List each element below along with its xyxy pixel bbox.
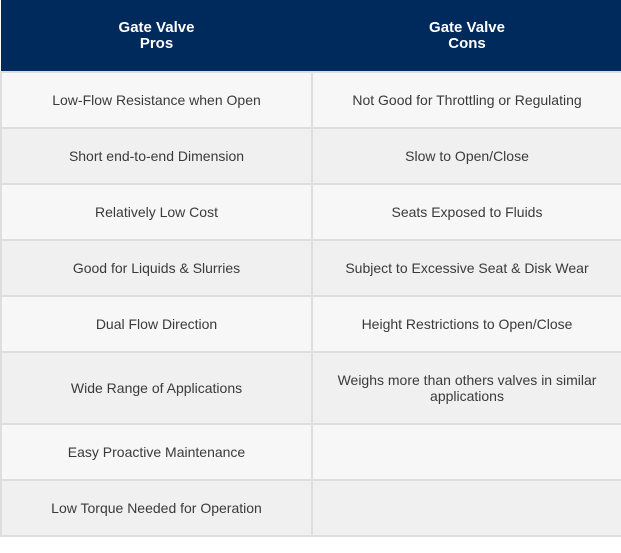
pro-cell: Low-Flow Resistance when Open: [1, 72, 312, 128]
cons-title-line2: Cons: [448, 34, 486, 52]
table-row: [1, 296, 621, 352]
con-cell-empty: [312, 480, 621, 536]
con-cell: Not Good for Throttling or Regulating: [312, 72, 621, 128]
cons-title-line1: Gate Valve: [429, 18, 505, 36]
table-row: [1, 352, 621, 424]
table-body: [1, 72, 621, 536]
pro-cell: Relatively Low Cost: [1, 184, 312, 240]
table-row: [1, 480, 621, 536]
pro-cell: Wide Range of Applications: [1, 352, 312, 424]
pro-cell: Short end-to-end Dimension: [1, 128, 312, 184]
table-header: [1, 0, 621, 72]
pros-column-header: [1, 0, 312, 72]
con-cell: Subject to Excessive Seat & Disk Wear: [312, 240, 621, 296]
pros-title-line1: Gate Valve: [118, 18, 195, 36]
con-cell: Slow to Open/Close: [312, 128, 621, 184]
table-row: [1, 184, 621, 240]
con-cell-empty: [312, 424, 621, 480]
table-row: [1, 72, 621, 128]
pro-cell: Low Torque Needed for Operation: [1, 480, 312, 536]
table-row: [1, 424, 621, 480]
table-row: [1, 240, 621, 296]
header-row: [1, 0, 621, 72]
con-cell: Weighs more than others valves in similar applications: [312, 352, 621, 424]
pro-cell: Easy Proactive Maintenance: [1, 424, 312, 480]
con-cell: Seats Exposed to Fluids: [312, 184, 621, 240]
pro-cell: Dual Flow Direction: [1, 296, 312, 352]
pros-title-line2: Pros: [139, 34, 174, 52]
con-cell: Height Restrictions to Open/Close: [312, 296, 621, 352]
pro-cell: Good for Liquids & Slurries: [1, 240, 312, 296]
cons-column-header: [312, 0, 621, 72]
table-row: [1, 128, 621, 184]
